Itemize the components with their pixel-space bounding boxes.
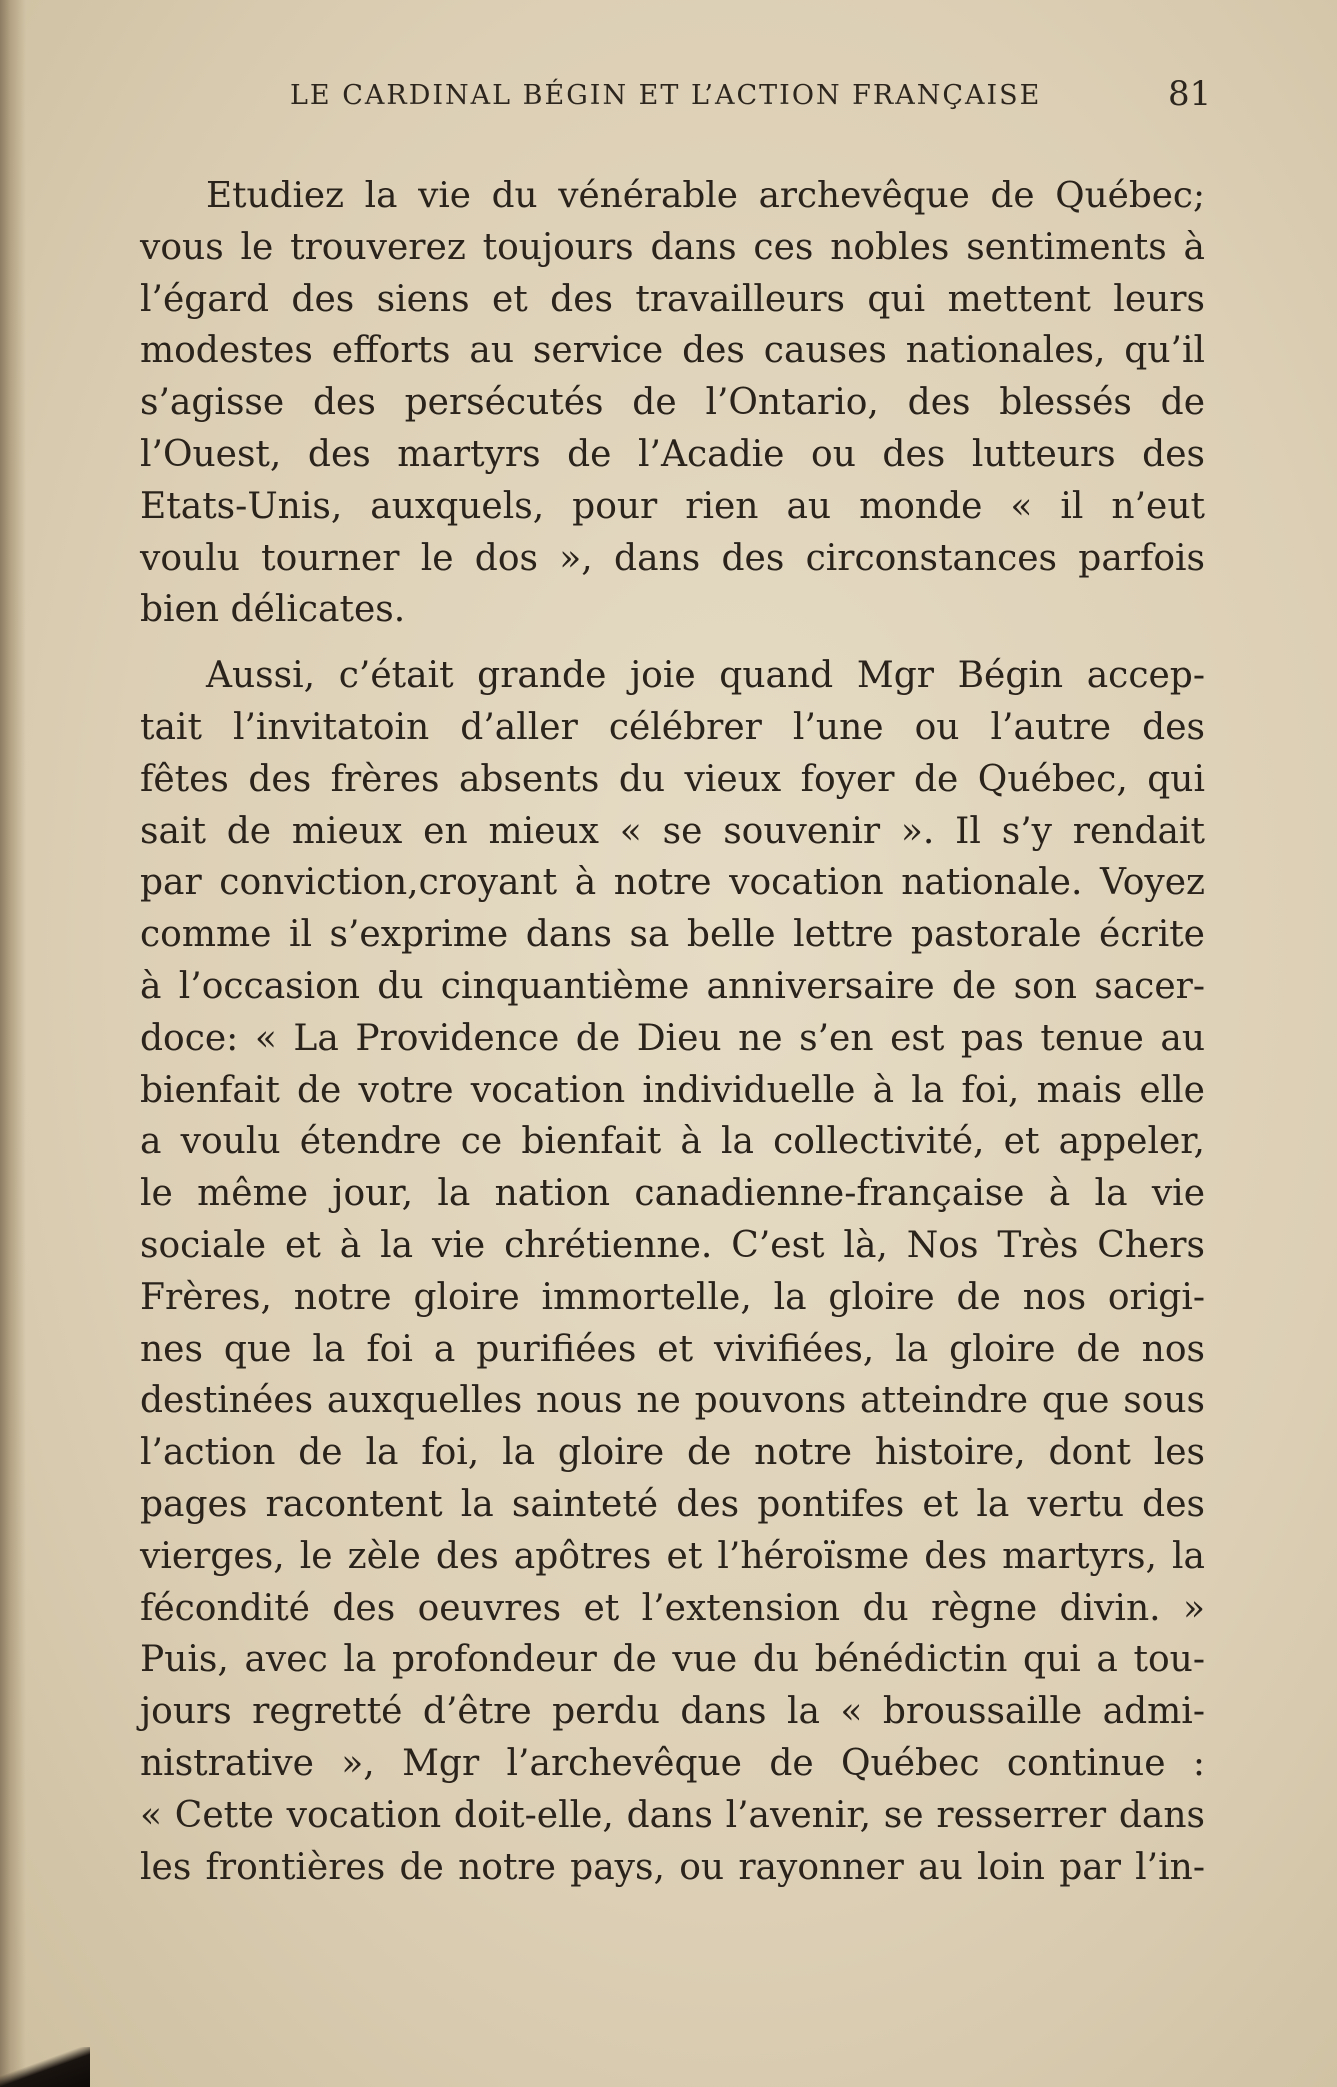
text-line: Aussi, c’était grande joie quand Mgr Bégin accep- — [206, 655, 1205, 697]
page-number: 81 — [1168, 74, 1212, 114]
text-line: s’agisse des persécutés de l’Ontario, des blessés de — [140, 382, 1205, 424]
text-line: fécondité des oeuvres et l’extension du règne divin. » — [140, 1587, 1205, 1629]
text-line: fêtes des frères absents du vieux foyer de Québec, qui — [140, 758, 1205, 800]
text-line: l’égard des siens et des travailleurs qui mettent leurs — [140, 278, 1205, 320]
text-line: nes que la foi a purifiées et vivifiées, la gloire de nos — [140, 1328, 1205, 1370]
text-line: l’action de la foi, la gloire de notre histoire, dont les — [140, 1432, 1205, 1474]
text-line: comme il s’exprime dans sa belle lettre pastorale écrite — [140, 914, 1205, 956]
text-line: Etudiez la vie du vénérable archevêque de Québec; — [206, 175, 1205, 216]
paragraph-2 — [140, 650, 1205, 1893]
running-title: LE CARDINAL BÉGIN ET L’ACTION FRANÇAISE — [290, 80, 1042, 111]
text-line: bien délicates. — [140, 589, 406, 631]
text-line: pages racontent la sainteté des pontifes et la vertu des — [140, 1483, 1205, 1525]
corner-shadow — [0, 2047, 90, 2087]
text-line: à l’occasion du cinquantième anniversaire de son sacer- — [140, 965, 1205, 1007]
text-line: Puis, avec la profondeur de vue du bénédictin qui a tou- — [140, 1639, 1205, 1681]
text-line: doce: « La Providence de Dieu ne s’en est pas tenue au — [140, 1017, 1205, 1059]
body-text — [140, 170, 1205, 1893]
text-line: « Cette vocation doit-elle, dans l’avenir, se resserrer dans — [140, 1794, 1205, 1836]
text-line: Frères, notre gloire immortelle, la gloire de nos origi- — [140, 1276, 1205, 1318]
text-line: modestes efforts au service des causes nationales, qu’il — [140, 330, 1205, 372]
text-line: voulu tourner le dos », dans des circonstances parfois — [140, 537, 1205, 579]
spine-shadow — [0, 0, 26, 2087]
text-line: sait de mieux en mieux « se souvenir ». Il s’y rendait — [140, 810, 1205, 852]
text-line: Etats-Unis, auxquels, pour rien au monde « il n’eut — [140, 485, 1205, 527]
text-line: l’Ouest, des martyrs de l’Acadie ou des lutteurs des — [140, 433, 1205, 475]
text-line: nistrative », Mgr l’archevêque de Québec continue : — [140, 1742, 1205, 1784]
text-line: vous le trouverez toujours dans ces nobles sentiments à — [140, 226, 1205, 268]
text-line: par conviction,croyant à notre vocation nationale. Voyez — [140, 862, 1205, 904]
text-line: a voulu étendre ce bienfait à la collectivité, et appeler, — [140, 1121, 1205, 1163]
text-line: destinées auxquelles nous ne pouvons atteindre que sous — [140, 1380, 1205, 1422]
text-line: jours regretté d’être perdu dans la « broussaille admi- — [140, 1691, 1205, 1733]
paragraph-1 — [140, 170, 1205, 636]
text-line: vierges, le zèle des apôtres et l’héroïsme des martyrs, la — [140, 1535, 1205, 1577]
text-line: tait l’invitatoin d’aller célébrer l’une ou l’autre des — [140, 706, 1205, 748]
text-line: sociale et à la vie chrétienne. C’est là, Nos Très Chers — [140, 1224, 1205, 1266]
text-line: le même jour, la nation canadienne-française à la vie — [140, 1173, 1205, 1215]
text-line: les frontières de notre pays, ou rayonner au loin par l’in- — [140, 1846, 1205, 1888]
text-line: bienfait de votre vocation individuelle à la foi, mais elle — [140, 1069, 1205, 1111]
